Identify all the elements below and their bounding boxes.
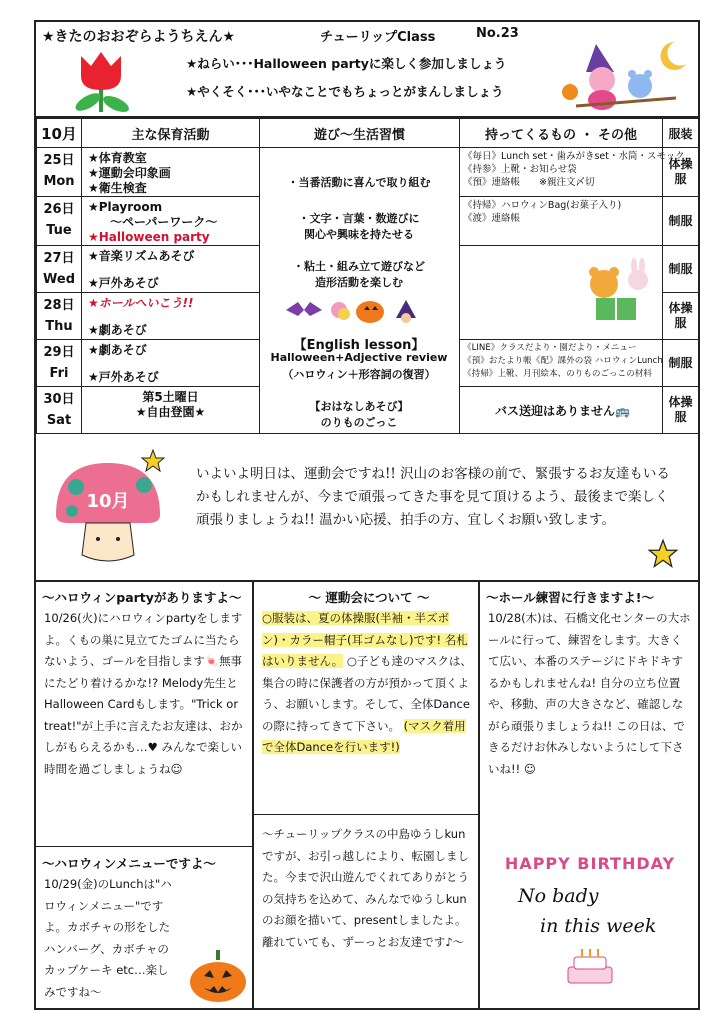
activity-item: ～ペーパーワーク～: [110, 215, 218, 229]
weekday: Tue: [46, 223, 72, 238]
star-icon: [648, 539, 678, 573]
month-badge: 10月: [86, 491, 130, 512]
divider: [254, 814, 478, 815]
play-item: Halloween+Adjective review: [270, 351, 448, 364]
col-play-header: 遊び～生活習慣: [260, 119, 460, 148]
activity-item: ★体育教室: [88, 151, 147, 165]
bring-cell: [460, 387, 663, 434]
bring-item: 《LINE》クラスだより・園だより・メニュー: [463, 343, 637, 353]
date: 27日: [43, 251, 75, 266]
animals-reading-icon: [580, 260, 660, 324]
activity-item-highlight: ★Halloween party: [88, 230, 210, 244]
activities-cell: [82, 293, 260, 340]
day-cell: [37, 197, 82, 246]
bring-cell: [460, 197, 663, 246]
bring-cell: [460, 340, 663, 387]
activity-item: ★運動会印象画: [88, 166, 171, 180]
col-activities-header: 主な保育活動: [82, 119, 260, 148]
pumpkin-icon: [186, 944, 250, 1004]
issue-number: No.23: [476, 26, 519, 41]
tulip-icon: [66, 44, 136, 114]
schedule-header-row: [37, 119, 699, 148]
farewell-body: ～チューリップクラスの中島ゆうしkunですが、お引っ越しにより、転園しました。今まで沢山遊んでくれてありがとうの気持ちを込めて、みんなでゆうしkunのお顔を描いて、presentしましたよ。離れていても、ずーっとお友達です♪～: [262, 827, 469, 949]
halloween-decoration-icon: [284, 296, 434, 326]
sports-day-column: [254, 582, 480, 1010]
schedule-row-mon: [37, 148, 699, 197]
date: 30日: [43, 392, 75, 407]
date: 26日: [43, 202, 75, 217]
activity-item: ★劇あそび: [88, 343, 147, 357]
play-item: ・文字・言葉・数遊びに: [298, 212, 420, 225]
bring-item: 《預》連絡帳 ※親注文〆切: [463, 177, 595, 188]
sports-body-block: [254, 608, 478, 759]
bring-item: バス送迎はありません🚌: [495, 403, 630, 418]
sports-highlight-1: ○服装は、夏の体操服(半袖・半ズボン)・カラー帽子(耳ゴムなし)です! 名札はいりません。: [262, 611, 468, 668]
promise-text: ★やくそく･･･いやなことでもちょっとがまんしましょう: [186, 84, 504, 99]
date: 29日: [43, 345, 75, 360]
day-cell: [37, 246, 82, 293]
weekday: Thu: [45, 319, 73, 334]
activities-cell: [82, 246, 260, 293]
play-habits-cell: [260, 148, 460, 434]
newsletter-page: [34, 20, 700, 1010]
date: 25日: [43, 153, 75, 168]
play-item: 関心や興味を持たせる: [304, 228, 414, 241]
uniform-cell: 体操服: [663, 293, 699, 340]
day-cell: [37, 340, 82, 387]
uniform-cell: 体操服: [663, 387, 699, 434]
birthday-title: HAPPY BIRTHDAY: [504, 854, 676, 873]
activity-item: ★戸外あそび: [88, 370, 159, 384]
play-item: 造形活動を楽しむ: [315, 276, 403, 289]
menu-title: ～ハロウィンメニューですよ～: [42, 856, 216, 871]
bring-item: 《渡》連絡帳: [463, 213, 521, 224]
birthday-box: [500, 854, 680, 987]
hall-practice-column: [480, 582, 698, 1010]
schedule-table: [36, 118, 699, 434]
day-cell: [37, 293, 82, 340]
bring-cell-illustration: [460, 246, 663, 340]
sports-highlight-2: (マスク着用で全体Danceを行います!): [262, 718, 466, 754]
uniform-cell: 制服: [663, 197, 699, 246]
star-icon: [141, 449, 165, 477]
play-item: 【おはなしあそび】: [309, 400, 409, 413]
uniform-cell: 制服: [663, 246, 699, 293]
bring-item: 《持帰》ハロウィンBag(お菓子入り): [463, 200, 622, 211]
play-item: のりものごっこ: [320, 416, 398, 429]
activity-item: ★劇あそび: [88, 323, 147, 337]
col-bring-header: 持ってくるもの ・ その他: [460, 119, 663, 148]
weekday: Sat: [46, 413, 72, 428]
divider: [36, 846, 252, 847]
halloween-title: ～ハロウィンpartyがありますよ～: [42, 590, 242, 605]
activity-item-highlight: ★ホールへいこう!!: [88, 296, 194, 310]
uniform-cell: 制服: [663, 340, 699, 387]
school-name: ★きたのおおぞらようちえん★: [42, 29, 236, 45]
activity-item: ★戸外あそび: [88, 276, 159, 290]
sports-title: ～ 運動会について ～: [308, 590, 430, 605]
weekday: Mon: [43, 174, 75, 189]
play-item: ・粘土・組み立て遊びなど: [293, 260, 425, 273]
activity-item: ★衛生検査: [88, 181, 147, 195]
class-name: チューリップClass: [320, 30, 436, 45]
bring-item: 《持帰》上靴、月刊絵本、のりものごっこの材料: [463, 369, 652, 379]
message-section: [36, 447, 698, 582]
birthday-line-2: in this week: [540, 915, 657, 937]
day-cell: [37, 387, 82, 434]
activities-cell: [82, 340, 260, 387]
activity-item: ★自由登園★: [135, 405, 206, 419]
play-item: 【English lesson】: [293, 338, 425, 353]
weekday: Fri: [49, 366, 69, 381]
activity-item: ★音楽リズムあそび: [88, 249, 195, 263]
activities-cell: [82, 148, 260, 197]
day-cell: [37, 148, 82, 197]
uniform-cell: 体操服: [663, 148, 699, 197]
menu-body: 10/29(金)のLunchは"ハロウィンメニュー"ですよ。カボチャの形をしたハンバーグ、カボチャのカップケーキ etc…楽しみですね～: [44, 877, 172, 999]
month-label: 10月: [37, 119, 82, 148]
play-item: ・当番活動に喜んで取り組む: [287, 176, 431, 189]
activities-cell: [82, 197, 260, 246]
aim-text: ★ねらい･･･Halloween partyに楽しく参加しましょう: [186, 56, 507, 71]
weekday: Wed: [43, 272, 75, 287]
activities-cell: [82, 387, 260, 434]
bring-item: 《持参》上靴・お知らせ袋: [463, 164, 577, 175]
halloween-column: [36, 582, 254, 1010]
hall-body: 10/28(木)は、石橋文化センターの大ホールに行って、練習をします。大きくて広い、本番のステージにドキドキするかもしれませんね! 自分の立ち位置や、移動、声の大きさなど、確認しながら頑張りましょうね!! この日は、できるだけお休みしないようにして下さいね!! ☺: [488, 611, 691, 776]
activity-item: 第5土曜日: [142, 390, 199, 404]
message-text: いよいよ明日は、運動会ですね!! 沢山のお客様の前で、緊張するお友達もいるかもしれませんが、今まで頑張ってきた事を見て頂けるよう、最後まで楽しく頑張りましょうね!! 温かい応援、拍手の方、宜しくお願い致します。: [196, 466, 670, 528]
header: [36, 22, 698, 118]
bring-item: 《毎日》Lunch set・歯みがきset・水筒・スモック: [463, 151, 685, 162]
col-uniform-header: 服装: [663, 119, 699, 148]
bring-item: 《預》おたより帳《配》課外の袋 ハロウィンLunch: [463, 356, 663, 366]
halloween-witch-icon: [556, 32, 696, 116]
birthday-line-1: No bady: [518, 885, 599, 907]
play-item: （ハロウィン＋形容詞の復習）: [282, 368, 436, 381]
activity-item: ★Playroom: [88, 200, 163, 214]
date: 28日: [43, 298, 75, 313]
sports-body: ○子ども達のマスクは、集合の時に保護者の方が預かって頂くよう、お願いします。そして、全体Danceの際に持ってきて下さい。: [262, 654, 472, 733]
halloween-body: 10/26(火)にハロウィンpartyをしますよ。くもの巣に見立てたゴムに当たらないよう、ゴールを目指します🍬無事にたどり着けるかな!? Melody先生とHalloween Cardもします。"Trick or treat!"が上手に言えたお友達は、おかしがもらえるかも…♥ みんなで楽しい時間を過ごしましょうね☺: [44, 611, 243, 776]
hall-title: ～ホール練習に行きますよ!～: [486, 590, 654, 605]
cake-icon: [560, 947, 620, 987]
